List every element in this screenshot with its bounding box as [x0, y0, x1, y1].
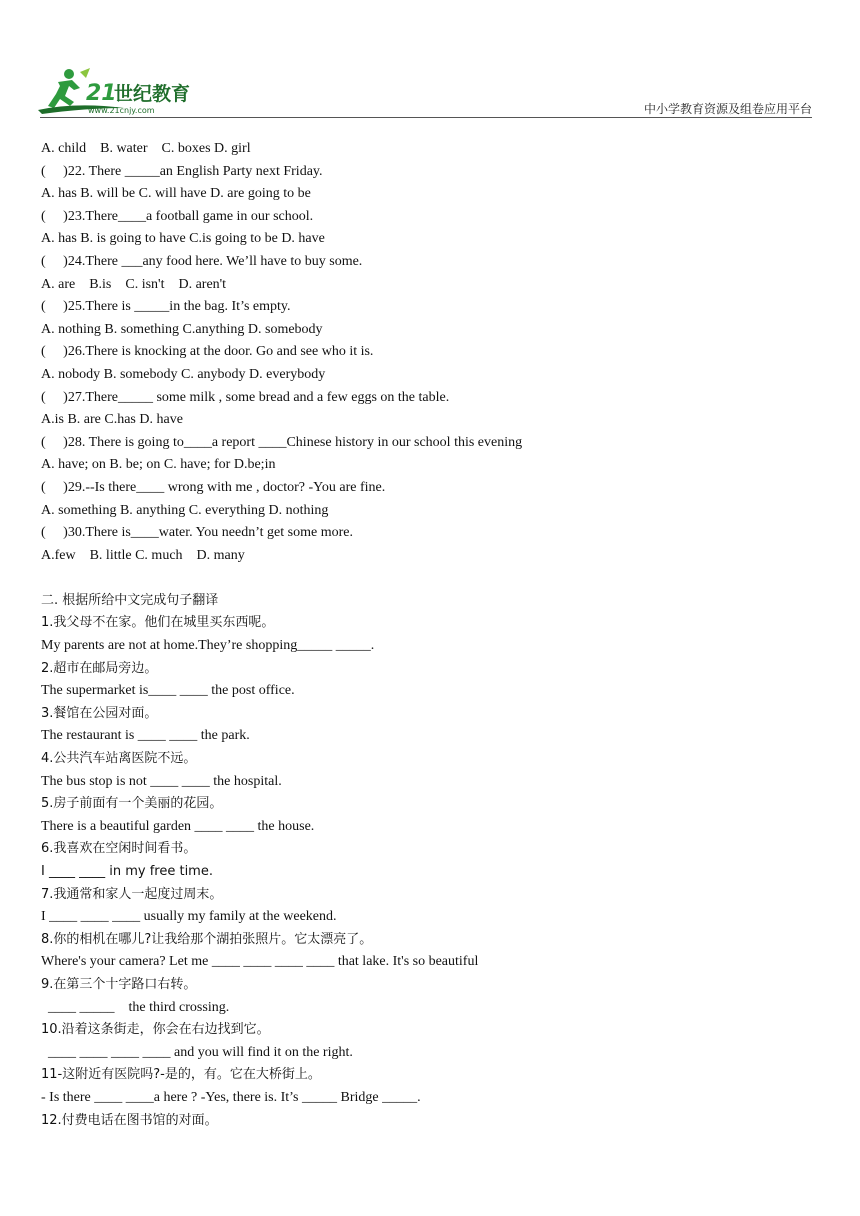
translation-line: 8.你的相机在哪儿?让我给那个湖拍张照片。它太漂亮了。	[41, 931, 373, 947]
question-line: A. nobody B. somebody C. anybody D. everybody	[41, 366, 326, 382]
question-line: A. are B.is C. isn't D. aren't	[41, 276, 227, 292]
question-line: ( )25.There is _____in the bag. It’s empty.	[41, 299, 291, 315]
translation-line: The supermarket is____ ____ the post office.	[41, 683, 295, 699]
translation-line: 1.我父母不在家。他们在城里买东西呢。	[41, 615, 275, 631]
translation-line: 10.沿着这条街走，你会在右边找到它。	[41, 1022, 270, 1038]
translation-line: 12.付费电话在图书馆的对面。	[41, 1112, 218, 1128]
translation-line: - Is there ____ ____a here ? -Yes, there is. It’s _____ Bridge _____.	[41, 1089, 421, 1105]
logo-runner-icon	[36, 66, 206, 118]
question-line: ( )29.--Is there____ wrong with me , doctor? -You are fine.	[41, 479, 386, 495]
translation-line: 5.房子前面有一个美丽的花园。	[41, 796, 223, 812]
question-line: ( )28. There is going to____a report ____Chinese history in our school this evening	[41, 434, 523, 450]
question-line: ( )22. There _____an English Party next Friday.	[41, 163, 323, 179]
translation-line: Where's your camera? Let me ____ ____ ____ ____ that lake. It's so beautiful	[41, 954, 479, 970]
question-line: ( )26.There is knocking at the door. Go and see who it is.	[41, 344, 374, 360]
translation-line: 7.我通常和家人一起度过周末。	[41, 886, 223, 902]
translation-line: The restaurant is ____ ____ the park.	[41, 728, 250, 744]
translation-line: 9.在第三个十字路口右转。	[41, 976, 197, 992]
translation-line: ____ _____ the third crossing.	[41, 999, 230, 1015]
translation-line: 3.餐馆在公园对面。	[41, 705, 158, 721]
translation-line: 4.公共汽车站离医院不远。	[41, 751, 197, 767]
svg-text:www.21cnjy.com: www.21cnjy.com	[88, 106, 155, 115]
translation-section	[41, 612, 821, 1132]
question-line: ( )23.There____a football game in our school.	[41, 208, 314, 224]
question-line: ( )27.There_____ some milk , some bread and a few eggs on the table.	[41, 389, 450, 405]
page-header	[0, 0, 860, 125]
question-line: A. has B. will be C. will have D. are going to be	[41, 186, 311, 202]
translation-line: My parents are not at home.They’re shopping_____ _____.	[41, 638, 375, 654]
platform-caption: 中小学教育资源及组卷应用平台	[643, 102, 812, 116]
translation-line: I ____ ____ ____ usually my family at the weekend.	[41, 909, 337, 925]
translation-line: The bus stop is not ____ ____ the hospital.	[41, 773, 282, 789]
section-title: 二. 根据所给中文完成句子翻译	[41, 592, 219, 608]
translation-line: 2.超市在邮局旁边。	[41, 660, 158, 676]
svg-text:世纪教育: 世纪教育	[114, 83, 191, 105]
question-line: A.is B. are C.has D. have	[41, 412, 183, 428]
translation-line: ____ ____ ____ ____ and you will find it on the right.	[41, 1044, 353, 1060]
question-line: A. child B. water C. boxes D. girl	[41, 141, 251, 156]
question-line: A. have; on B. be; on C. have; for D.be;in	[41, 457, 276, 473]
section-gap	[41, 567, 821, 590]
svg-text:21: 21	[86, 81, 117, 106]
question-line: A. has B. is going to have C.is going to be D. have	[41, 231, 325, 247]
translation-line: 11-这附近有医院吗?-是的，有。它在大桥街上。	[41, 1067, 321, 1083]
translation-line: There is a beautiful garden ____ ____ the house.	[41, 818, 315, 834]
question-line: ( )30.There is____water. You needn’t get some more.	[41, 525, 353, 541]
translation-line: 6.我喜欢在空闲时间看书。	[41, 841, 197, 857]
worksheet-body	[41, 138, 821, 1132]
question-line: A.few B. little C. much D. many	[41, 547, 245, 563]
multiple-choice-section	[41, 138, 821, 567]
question-line: A. nothing B. something C.anything D. somebody	[41, 321, 323, 337]
site-logo	[36, 66, 206, 118]
question-line: ( )24.There ___any food here. We’ll have to buy some.	[41, 253, 363, 269]
translation-line: I ____ ____ in my free time.	[41, 864, 213, 879]
question-line: A. something B. anything C. everything D. nothing	[41, 502, 329, 518]
header-rule	[40, 117, 812, 118]
